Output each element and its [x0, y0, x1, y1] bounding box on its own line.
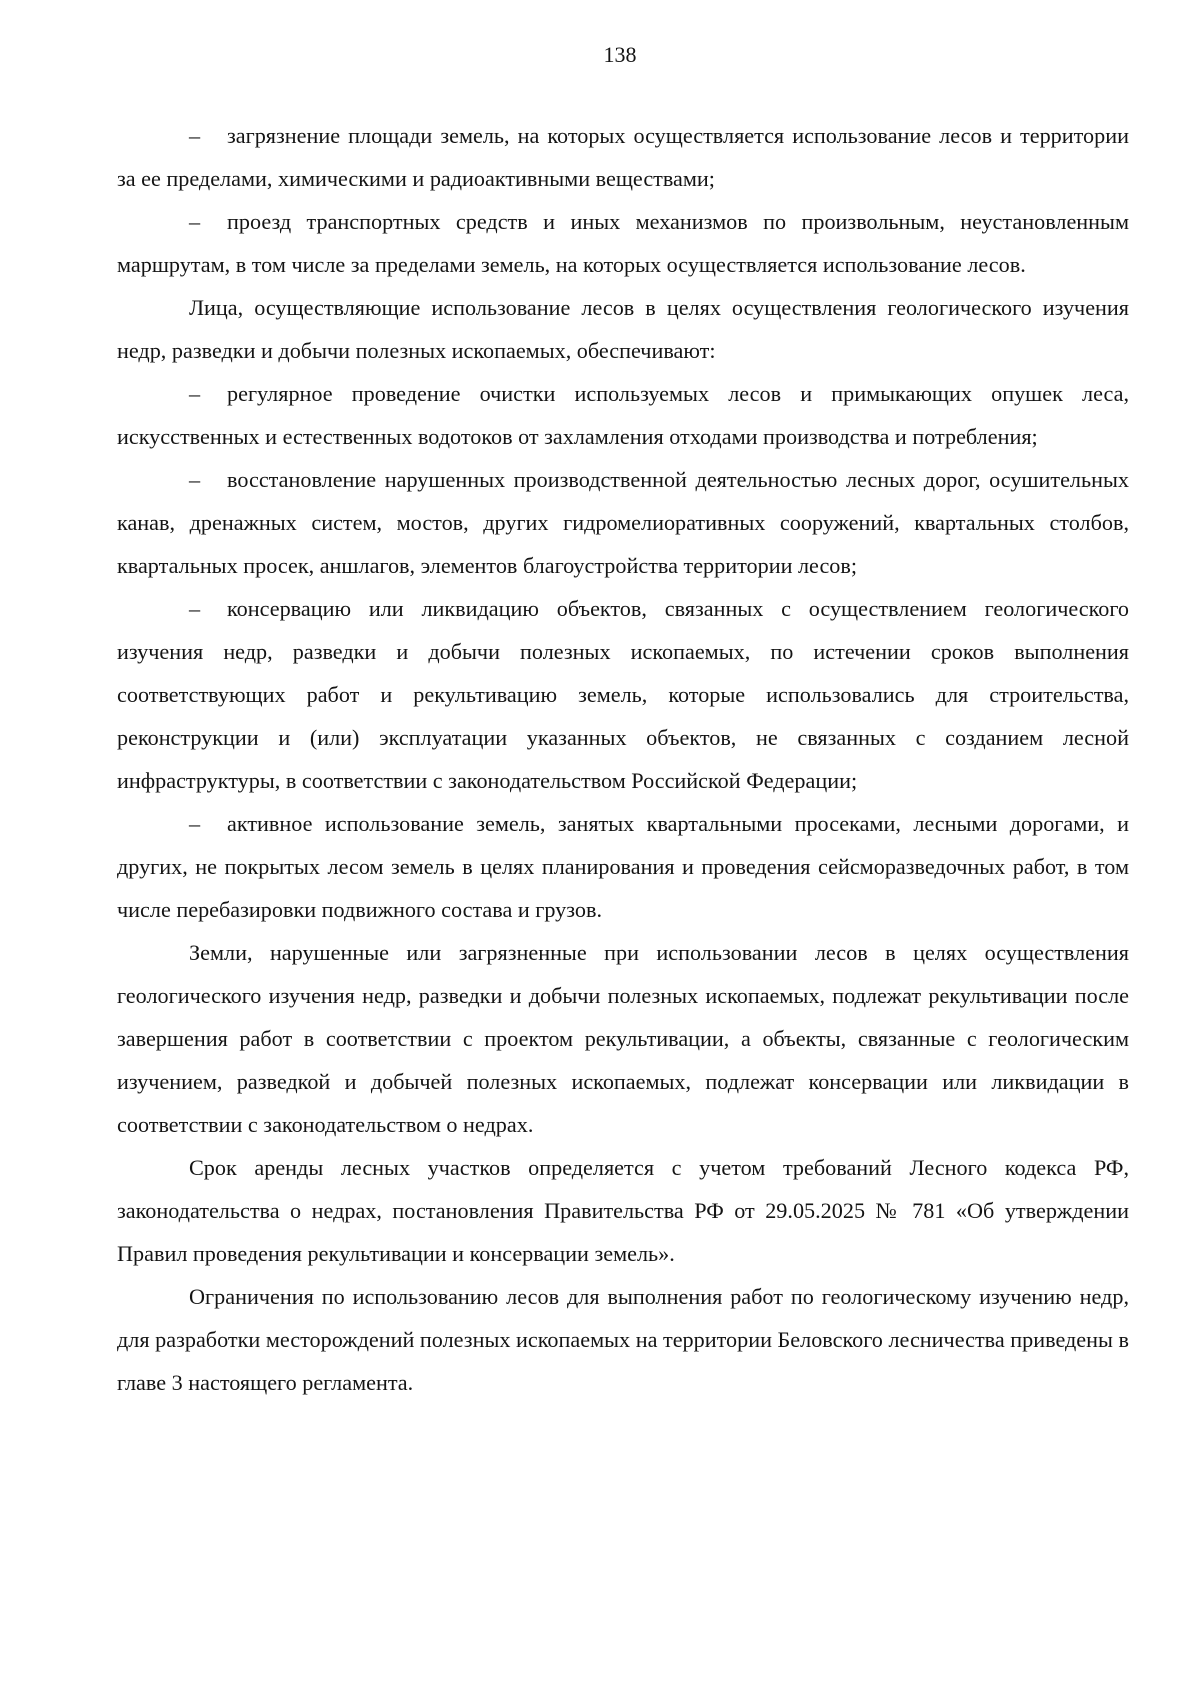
- text-paragraph: Ограничения по использованию лесов для выполнения работ по геологическому изучению недр, для разработки месторождений полезных ископаемых на территории Беловского лесничества приведены в главе 3 настоящего регламента.: [117, 1284, 1129, 1395]
- bullet-paragraph: [117, 114, 1129, 200]
- text-paragraph: Лица, осуществляющие использование лесов в целях осуществления геологического изучения недр, разведки и добычи полезных ископаемых, обеспечивают:: [117, 295, 1129, 363]
- bullet-paragraph: [117, 587, 1129, 802]
- bullet-dash: –: [189, 467, 201, 492]
- bullet-paragraph: [117, 200, 1129, 286]
- text-paragraph: Срок аренды лесных участков определяется с учетом требований Лесного кодекса РФ, законодательства о недрах, постановления Правительства РФ от 29.05.2025 № 781 «Об утверждении Правил проведения рекультивации и консервации земель».: [117, 1155, 1129, 1266]
- paragraph-text: консервацию или ликвидацию объектов, связанных с осуществлением геологического изучения недр, разведки и добычи полезных ископаемых, по истечении сроков выполнения соответствующих работ и рекультивацию земель, которые использовались для строительства, реконструкции и (или) эксплуатации указанных объектов, не связанных с созданием лесной инфраструктуры, в соответствии с законодательством Российской Федерации;: [117, 596, 1129, 793]
- document-body: [117, 114, 1129, 1404]
- paragraph-text: регулярное проведение очистки используемых лесов и примыкающих опушек леса, искусственных и естественных водотоков от захламления отходами производства и потребления;: [117, 381, 1129, 449]
- bullet-dash: –: [189, 596, 201, 621]
- bullet-dash: –: [189, 209, 201, 234]
- bullet-paragraph: [117, 458, 1129, 587]
- paragraph-text: проезд транспортных средств и иных механизмов по произвольным, неустановленным маршрутам, в том числе за пределами земель, на которых осуществляется использование лесов.: [117, 209, 1129, 277]
- bullet-dash: –: [189, 811, 201, 836]
- bullet-dash: –: [189, 123, 201, 148]
- bullet-paragraph: [117, 802, 1129, 931]
- page-number: 138: [603, 42, 637, 67]
- bullet-dash: –: [189, 381, 201, 406]
- bullet-paragraph: [117, 372, 1129, 458]
- paragraph-text: восстановление нарушенных производственной деятельностью лесных дорог, осушительных канав, дренажных систем, мостов, других гидромелиоративных сооружений, квартальных столбов, квартальных просек, аншлагов, элементов благоустройства территории лесов;: [117, 467, 1129, 578]
- paragraph-text: загрязнение площади земель, на которых осуществляется использование лесов и территории за ее пределами, химическими и радиоактивными веществами;: [117, 123, 1129, 191]
- text-paragraph: Земли, нарушенные или загрязненные при использовании лесов в целях осуществления геологического изучения недр, разведки и добычи полезных ископаемых, подлежат рекультивации после завершения работ в соответствии с проектом рекультивации, а объекты, связанные с геологическим изучением, разведкой и добычей полезных ископаемых, подлежат консервации или ликвидации в соответствии с законодательством о недрах.: [117, 940, 1129, 1137]
- paragraph-text: активное использование земель, занятых квартальными просеками, лесными дорогами, и других, не покрытых лесом земель в целях планирования и проведения сейсморазведочных работ, в том числе перебазировки подвижного состава и грузов.: [117, 811, 1129, 922]
